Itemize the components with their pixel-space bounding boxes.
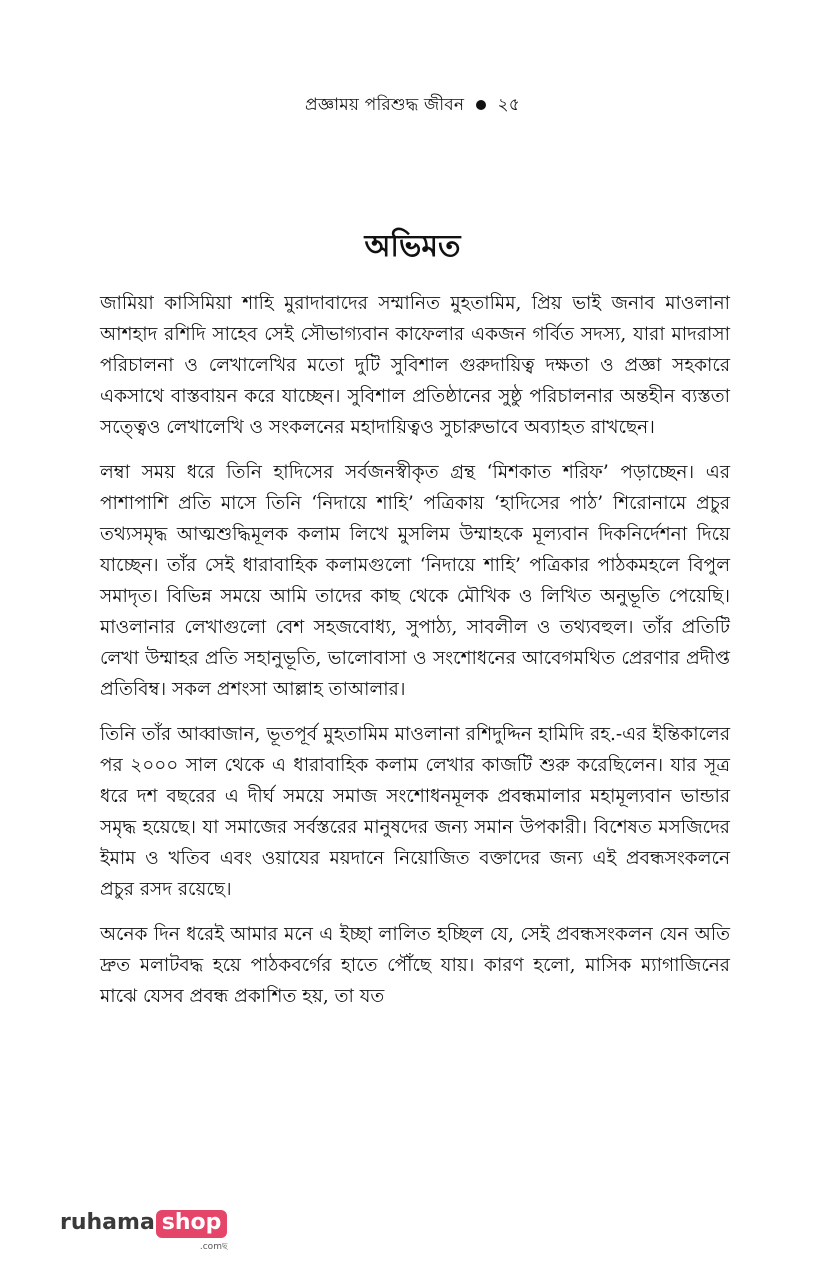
section-title: অভিমত xyxy=(364,229,461,264)
watermark-shop-group xyxy=(155,1210,228,1254)
watermark-brand-tld: .comছ xyxy=(199,1242,228,1252)
body-text xyxy=(100,288,730,1026)
watermark-brand-shop: shop xyxy=(156,1210,228,1238)
page-number: ২৫ xyxy=(497,95,520,115)
ruhamashop-watermark xyxy=(60,1210,227,1254)
paragraph-1: জামিয়া কাসিমিয়া শাহি মুরাদাবাদের সম্মানিত মুহতামিম, প্রিয় ভাই জনাব মাওলানা আশহাদ রশিদি সাহেব সেই সৌভাগ্যবান কাফেলার একজন গর্বিত সদস্য, যারা মাদরাসা পরিচালনা ও লেখালেখির মতো দুটি সুবিশাল গুরুদায়িত্ব দক্ষতা ও প্রজ্ঞা সহকারে একসাথে বাস্তবায়ন করে যাচ্ছেন। সুবিশাল প্রতিষ্ঠানের সুষ্ঠু পরিচালনার অন্তহীন ব্যস্ততা সত্ত্বেও লেখালেখি ও সংকলনের মহাদায়িত্বও সুচারুভাবে অব্যাহত রাখছেন। xyxy=(100,293,730,438)
paragraph-2: লম্বা সময় ধরে তিনি হাদিসের সর্বজনস্বীকৃত গ্রন্থ ‘মিশকাত শরিফ’ পড়াচ্ছেন। এর পাশাপাশি প্রতি মাসে তিনি ‘নিদায়ে শাহি’ পত্রিকায় ‘হাদিসের পাঠ’ শিরোনামে প্রচুর তথ্যসমৃদ্ধ আত্মশুদ্ধিমূলক কলাম লিখে মুসলিম উম্মাহকে মূল্যবান দিকনির্দেশনা দিয়ে যাচ্ছেন। তাঁর সেই ধারাবাহিক কলামগুলো ‘নিদায়ে শাহি’ পত্রিকার পাঠকমহলে বিপুল সমাদৃত। বিভিন্ন সময়ে আমি তাদের কাছ থেকে মৌখিক ও লিখিত অনুভূতি পেয়েছি। মাওলানার লেখাগুলো বেশ সহজবোধ্য, সুপাঠ্য, সাবলীল ও তথ্যবহুল। তাঁর প্রতিটি লেখা উম্মাহর প্রতি সহানুভূতি, ভালোবাসা ও সংশোধনের আবেগমথিত প্রেরণার প্রদীপ্ত প্রতিবিম্ব। সকল প্রশংসা আল্লাহ তাআলার। xyxy=(100,462,730,700)
watermark-brand-main: ruhama xyxy=(60,1210,155,1235)
paragraph-4: অনেক দিন ধরেই আমার মনে এ ইচ্ছা লালিত হচ্ছিল যে, সেই প্রবন্ধসংকলন যেন অতি দ্রুত মলাটবদ্ধ হয়ে পাঠকবর্গের হাতে পৌঁছে যায়। কারণ হলো, মাসিক ম্যাগাজিনের মাঝে যেসব প্রবন্ধ প্রকাশিত হয়, তা যত xyxy=(100,924,730,1007)
bullet-separator xyxy=(476,100,486,110)
running-header xyxy=(0,92,825,120)
book-title: প্রজ্ঞাময় পরিশুদ্ধ জীবন xyxy=(304,95,465,115)
paragraph-3: তিনি তাঁর আব্বাজান, ভূতপূর্ব মুহতামিম মাওলানা রশিদুদ্দিন হামিদি রহ.-এর ইন্তিকালের পর ২০০০ সাল থেকে এ ধারাবাহিক কলাম লেখার কাজটি শুরু করেছিলেন। যার সূত্র ধরে দশ বছরের এ দীর্ঘ সময়ে সমাজ সংশোধনমূলক প্রবন্ধমালার মহামূল্যবান ভান্ডার সমৃদ্ধ হয়েছে। যা সমাজের সর্বস্তরের মানুষদের জন্য সমান উপকারী। বিশেষত মসজিদের ইমাম ও খতিব এবং ওয়াযের ময়দানে নিয়োজিত বক্তাদের জন্য এই প্রবন্ধসংকলনে প্রচুর রসদ রয়েছে। xyxy=(100,724,730,900)
